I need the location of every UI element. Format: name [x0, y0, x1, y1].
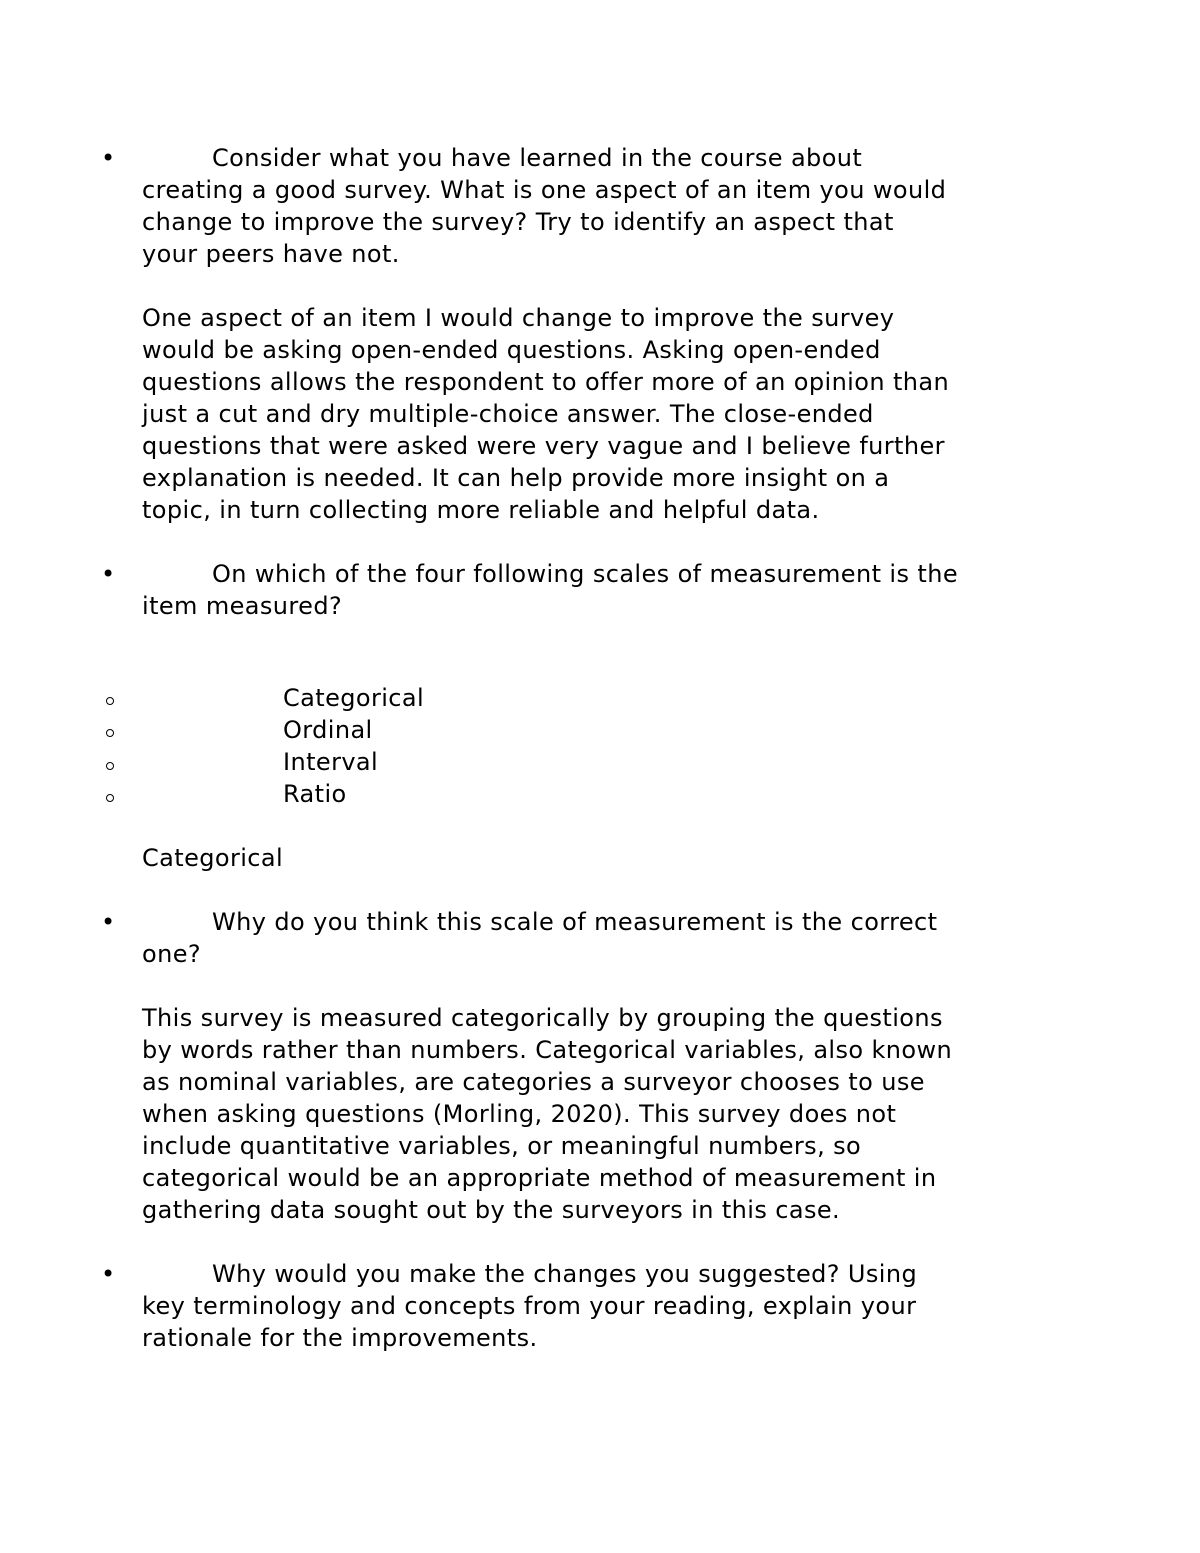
q3-prompt-line-1: Why do you think this scale of measurement is the correct: [212, 908, 938, 936]
q1-prompt-line-1: Consider what you have learned in the course about: [212, 144, 863, 172]
option-bullet-categorical: [106, 697, 114, 705]
bullet-q4: •: [101, 1260, 116, 1288]
q3-answer-line-4: when asking questions (Morling, 2020). This survey does not: [142, 1100, 897, 1128]
option-bullet-interval: [106, 762, 114, 770]
q3-answer-line-6: categorical would be an appropriate method of measurement in: [142, 1164, 937, 1192]
bullet-q3: •: [101, 908, 116, 936]
q3-answer-line-7: gathering data sought out by the surveyors in this case.: [142, 1196, 841, 1224]
q2-prompt-line-1: On which of the four following scales of measurement is the: [212, 560, 959, 588]
option-bullet-ratio: [106, 794, 114, 802]
q1-answer-line-4: just a cut and dry multiple-choice answer. The close-ended: [142, 400, 874, 428]
q1-answer-line-5: questions that were asked were very vague and I believe further: [142, 432, 945, 460]
option-ratio: Ratio: [283, 780, 347, 808]
q1-answer-line-3: questions allows the respondent to offer more of an opinion than: [142, 368, 950, 396]
q3-answer-line-3: as nominal variables, are categories a surveyor chooses to use: [142, 1068, 925, 1096]
q1-prompt-line-3: change to improve the survey? Try to identify an aspect that: [142, 208, 894, 236]
q1-answer-line-7: topic, in turn collecting more reliable and helpful data.: [142, 496, 820, 524]
option-interval: Interval: [283, 748, 379, 776]
q4-prompt-line-3: rationale for the improvements.: [142, 1324, 538, 1352]
q1-answer-line-6: explanation is needed. It can help provide more insight on a: [142, 464, 890, 492]
bullet-q2: •: [101, 560, 116, 588]
q3-answer-line-2: by words rather than numbers. Categorical variables, also known: [142, 1036, 953, 1064]
q1-prompt-line-2: creating a good survey. What is one aspect of an item you would: [142, 176, 947, 204]
q1-prompt-line-4: your peers have not.: [142, 240, 400, 268]
q1-answer-line-1: One aspect of an item I would change to improve the survey: [142, 304, 895, 332]
q1-answer-line-2: would be asking open-ended questions. Asking open-ended: [142, 336, 881, 364]
q3-answer-line-5: include quantitative variables, or meaningful numbers, so: [142, 1132, 862, 1160]
q3-prompt-line-2: one?: [142, 940, 201, 968]
option-ordinal: Ordinal: [283, 716, 373, 744]
option-bullet-ordinal: [106, 729, 114, 737]
bullet-q1: •: [101, 144, 116, 172]
q4-prompt-line-2: key terminology and concepts from your reading, explain your: [142, 1292, 917, 1320]
q2-prompt-line-2: item measured?: [142, 592, 343, 620]
q2-answer: Categorical: [142, 844, 284, 872]
option-categorical: Categorical: [283, 684, 425, 712]
q3-answer-line-1: This survey is measured categorically by grouping the questions: [142, 1004, 943, 1032]
q4-prompt-line-1: Why would you make the changes you suggested? Using: [212, 1260, 918, 1288]
